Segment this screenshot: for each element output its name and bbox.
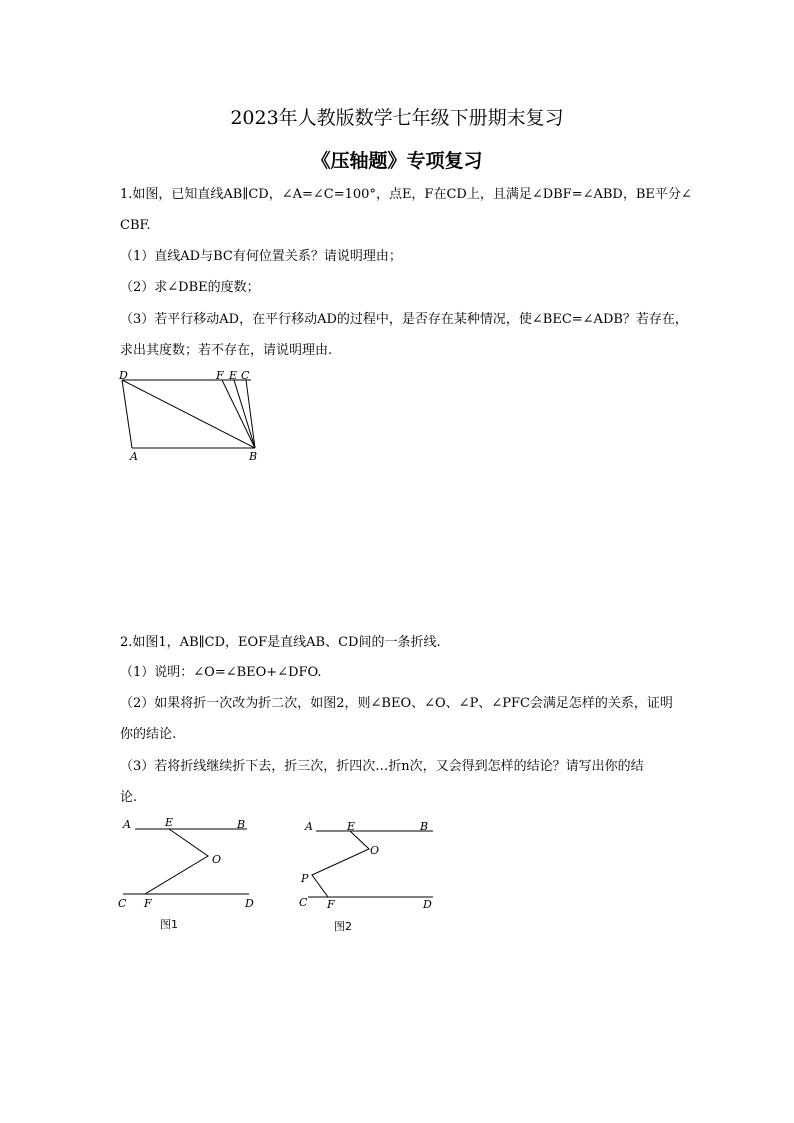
figure-2-caption: 图2 bbox=[334, 920, 352, 933]
figure-1-caption: 图1 bbox=[160, 918, 178, 931]
label-c: C bbox=[118, 897, 127, 910]
label-b: B bbox=[249, 450, 258, 463]
segment-eb bbox=[234, 380, 255, 448]
q1-part3-line1: （3）若平行移动AD，在平行移动AD的过程中，是否存在某种情况，使∠BEC=∠ADB？若存在， bbox=[120, 312, 688, 327]
broken-line-eopf bbox=[312, 831, 369, 897]
label-f: F bbox=[144, 897, 152, 910]
q1-figure bbox=[115, 368, 275, 468]
q1-stem-line1: 1.如图，已知直线AB∥CD，∠A=∠C=100°，点E，F在CD上，且满足∠DBF=∠ABD，BE平分∠ bbox=[120, 187, 692, 202]
document-subtitle: 《压轴题》专项复习 bbox=[311, 150, 483, 172]
q2-part3-line2: 论. bbox=[120, 790, 138, 805]
q2-part2-line1: （2）如果将折一次改为折二次，如图2，则∠BEO、∠O、∠P、∠PFC会满足怎样的关系，证明 bbox=[120, 696, 673, 711]
label-d: D bbox=[423, 898, 432, 911]
q2-part2-line2: 你的结论. bbox=[120, 727, 177, 742]
label-e: E bbox=[229, 369, 238, 382]
label-b: B bbox=[237, 818, 246, 831]
label-p: P bbox=[301, 872, 309, 885]
label-o: O bbox=[212, 853, 222, 866]
label-d: D bbox=[119, 369, 128, 382]
label-e: E bbox=[347, 820, 356, 833]
q1-part2: （2）求∠DBE的度数； bbox=[120, 280, 260, 295]
label-a: A bbox=[123, 818, 131, 831]
q2-figure-1 bbox=[115, 812, 265, 937]
q2-part3-line1: （3）若将折线继续折下去，折三次，折四次…折n次，又会得到怎样的结论？请写出你的结 bbox=[120, 759, 644, 774]
label-c: C bbox=[299, 896, 308, 909]
label-o: O bbox=[370, 844, 380, 857]
segment-ad bbox=[122, 380, 132, 448]
q2-figure-2 bbox=[298, 812, 448, 937]
q2-part1: （1）说明：∠O=∠BEO+∠DFO. bbox=[120, 665, 322, 680]
label-f: F bbox=[327, 898, 335, 911]
label-b: B bbox=[420, 820, 429, 833]
q1-part3-line2: 求出其度数；若不存在，请说明理由. bbox=[120, 343, 333, 358]
label-c: C bbox=[241, 369, 250, 382]
segment-db bbox=[122, 380, 255, 448]
label-a: A bbox=[305, 820, 313, 833]
label-a: A bbox=[130, 450, 138, 463]
label-e: E bbox=[165, 816, 174, 829]
q1-stem-line2: CBF. bbox=[120, 218, 151, 233]
document-title: 2023年人教版数学七年级下册期末复习 bbox=[230, 107, 564, 129]
label-d: D bbox=[245, 897, 254, 910]
label-f: F bbox=[216, 369, 224, 382]
broken-line-eof bbox=[145, 829, 208, 894]
q1-part1: （1）直线AD与BC有何位置关系？请说明理由； bbox=[120, 249, 402, 264]
q2-stem: 2.如图1，AB∥CD，EOF是直线AB、CD间的一条折线. bbox=[120, 635, 441, 650]
